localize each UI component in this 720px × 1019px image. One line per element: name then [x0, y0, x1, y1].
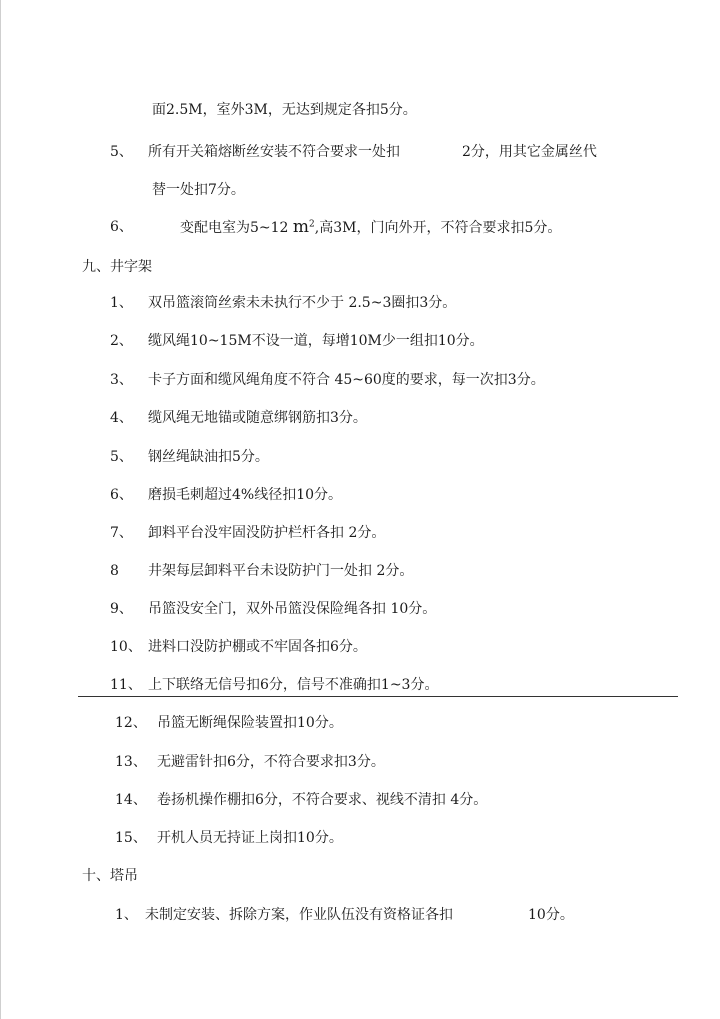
- item-number: 8: [110, 563, 119, 579]
- item-number: 12、: [115, 715, 147, 731]
- item-number: 3、: [110, 372, 133, 388]
- item-text-cont: 2分，用其它金属丝代: [462, 144, 597, 160]
- section-heading: 九、井字架: [82, 259, 152, 275]
- page-break-rule: [78, 696, 678, 697]
- item-number: 13、: [115, 754, 147, 770]
- unit-text: m: [292, 217, 310, 237]
- section-heading: 十、塔吊: [82, 868, 138, 884]
- item-text: 缆风绳10~15M不设一道，每增10M少一组扣10分。: [148, 333, 484, 349]
- item-text: 开机人员无持证上岗扣10分。: [157, 830, 343, 846]
- item-number: 10、: [110, 639, 142, 655]
- item-number: 5、: [110, 449, 133, 465]
- item-number: 5、: [110, 144, 133, 160]
- item-text: 卡子方面和缆风绳角度不符合 45~60度的要求，每一次扣3分。: [148, 372, 545, 388]
- continuation-line: 面2.5M，室外3M，无达到规定各扣5分。: [152, 102, 417, 118]
- item-text: 上下联络无信号扣6分，信号不准确扣1~3分。: [148, 677, 439, 693]
- item-number: 1、: [115, 907, 138, 923]
- item-text-wrap: 替一处扣7分。: [152, 182, 245, 198]
- item-text-cont: 10分。: [528, 907, 574, 923]
- item-text: [180, 217, 561, 237]
- item-number: 11、: [110, 677, 142, 693]
- item-text: 磨损毛刺超过4%线径扣10分。: [148, 487, 343, 503]
- item-text-part: 变配电室为5~12: [180, 220, 289, 236]
- item-text: 钢丝绳缺油扣5分。: [148, 449, 269, 465]
- item-text: 卸料平台没牢固没防护栏杆各扣 2分。: [148, 525, 386, 541]
- item-text: 吊篮无断绳保险装置扣10分。: [157, 715, 343, 731]
- item-number: 2、: [110, 333, 133, 349]
- item-text: 井架每层卸料平台未设防护门一处扣 2分。: [148, 563, 414, 579]
- page-edge: [0, 0, 1, 1019]
- item-text: 所有开关箱熔断丝安装不符合要求一处扣: [148, 144, 400, 160]
- item-number: 14、: [115, 792, 147, 808]
- item-text: 未制定安装、拆除方案，作业队伍没有资格证各扣: [145, 907, 453, 923]
- item-text: 无避雷针扣6分，不符合要求扣3分。: [157, 754, 385, 770]
- item-number: 7、: [110, 525, 133, 541]
- item-number: 6、: [110, 487, 133, 503]
- unit-superscript: 2: [309, 219, 315, 230]
- item-text: 进料口没防护棚或不牢固各扣6分。: [148, 639, 367, 655]
- item-number: 15、: [115, 830, 147, 846]
- item-number: 6、: [110, 219, 133, 235]
- item-text: 卷扬机操作棚扣6分，不符合要求、视线不清扣 4分。: [157, 792, 488, 808]
- item-number: 4、: [110, 410, 133, 426]
- item-text: 吊篮没安全门，双外吊篮没保险绳各扣 10分。: [148, 601, 437, 617]
- item-text-part: ,高3M，门向外开，不符合要求扣5分。: [314, 220, 562, 236]
- item-number: 1、: [110, 295, 133, 311]
- item-text: 缆风绳无地锚或随意绑钢筋扣3分。: [148, 410, 367, 426]
- item-number: 9、: [110, 601, 133, 617]
- item-text: 双吊篮滚筒丝索未未执行不少于 2.5~3圈扣3分。: [148, 295, 457, 311]
